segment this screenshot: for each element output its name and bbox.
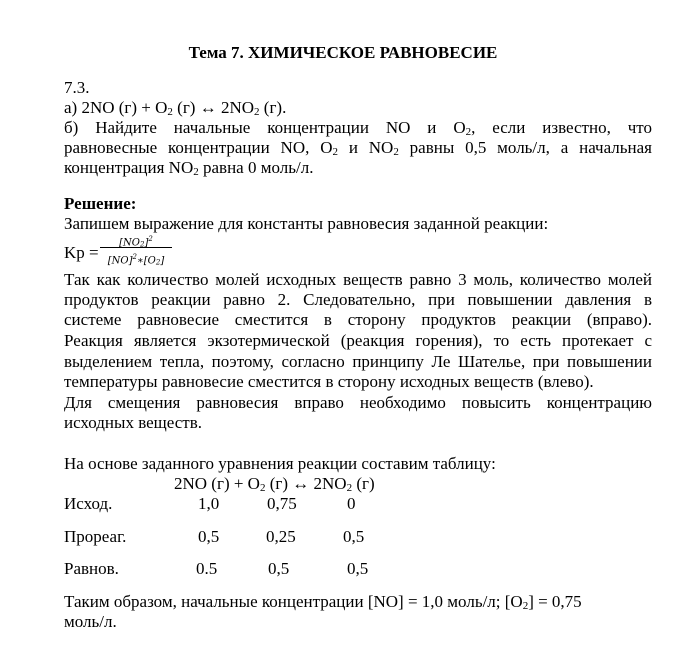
paragraph-line: продуктов реакции равно 2. Следовательно, при повышении давления в [64, 290, 652, 309]
conclusion-line-2: моль/л. [64, 612, 117, 631]
part-a-equation: а) 2NO $(г) + O_2$ (г) ↔ $2NO_2$ (г). [64, 98, 287, 118]
table-cell: 1,0 [198, 494, 220, 513]
table-row-label: Исход. [64, 494, 113, 513]
table-cell: 0,25 [266, 527, 296, 546]
conclusion-line-1: Таким образом, начальные концентрации [NO] = 1,0 моль/л; $[O_2] = 0,75$ [64, 592, 582, 612]
table-intro: На основе заданного уравнения реакции составим таблицу: [64, 454, 496, 473]
table-equation: 2NO $(г) + O_2$ (г) ↔ $2NO_2$ (г) [174, 474, 375, 494]
table-row-label: Равнов. [64, 559, 119, 578]
table-cell: 0.5 [196, 559, 218, 578]
paragraph-line: Для смещения равновесия вправо необходимо повысить концентрацию [64, 393, 652, 412]
paragraph-line: Так как количество молей исходных веществ равно 3 моль, количество молей [64, 270, 652, 289]
part-b-line-1: б) Найдите начальные концентрации NO и $O_2$, если известно, что [64, 118, 652, 138]
part-b-line-3: концентрация $NO_2$ равна 0 моль/л. [64, 158, 314, 178]
paragraph-line: Реакция является экзотермической (реакция горения), то есть протекает с [64, 331, 652, 350]
paragraph-line: системе равновесие сместится в сторону продуктов реакции (вправо). [64, 310, 652, 329]
part-b-line-2: равновесные концентрации NO, $O_2$ и $NO_2$ равны 0,5 моль/л, а начальная [64, 138, 653, 158]
table-cell: 0,5 [347, 559, 369, 578]
page-title: Тема 7. ХИМИЧЕСКОЕ РАВНОВЕСИЕ [188, 43, 498, 62]
kp-fraction [100, 232, 172, 267]
table-cell: 0,75 [267, 494, 297, 513]
solution-intro: Запишем выражение для константы равновесия заданной реакции: [64, 214, 549, 233]
kp-numerator: $[NO_2]^2$ [119, 235, 153, 249]
solution-heading: Решение: [64, 194, 137, 213]
problem-number: 7.3. [64, 78, 90, 97]
paragraph-line: выделением тепла, поэтому, согласно принципу Ле Шателье, при повышении [64, 352, 652, 371]
table-cell: 0 [347, 494, 356, 513]
paragraph-line: исходных веществ. [64, 413, 202, 432]
table-cell: 0,5 [198, 527, 220, 546]
table-cell: 0,5 [343, 527, 365, 546]
kp-label: Kp = [64, 243, 99, 262]
kp-denominator: $[NO]^2∗[O_2]$ [107, 253, 165, 267]
table-cell: 0,5 [268, 559, 290, 578]
table-row-label: Прореаг. [64, 527, 127, 546]
paragraph-line: температуры равновесие сместится в сторону исходных веществ (влево). [64, 372, 594, 391]
